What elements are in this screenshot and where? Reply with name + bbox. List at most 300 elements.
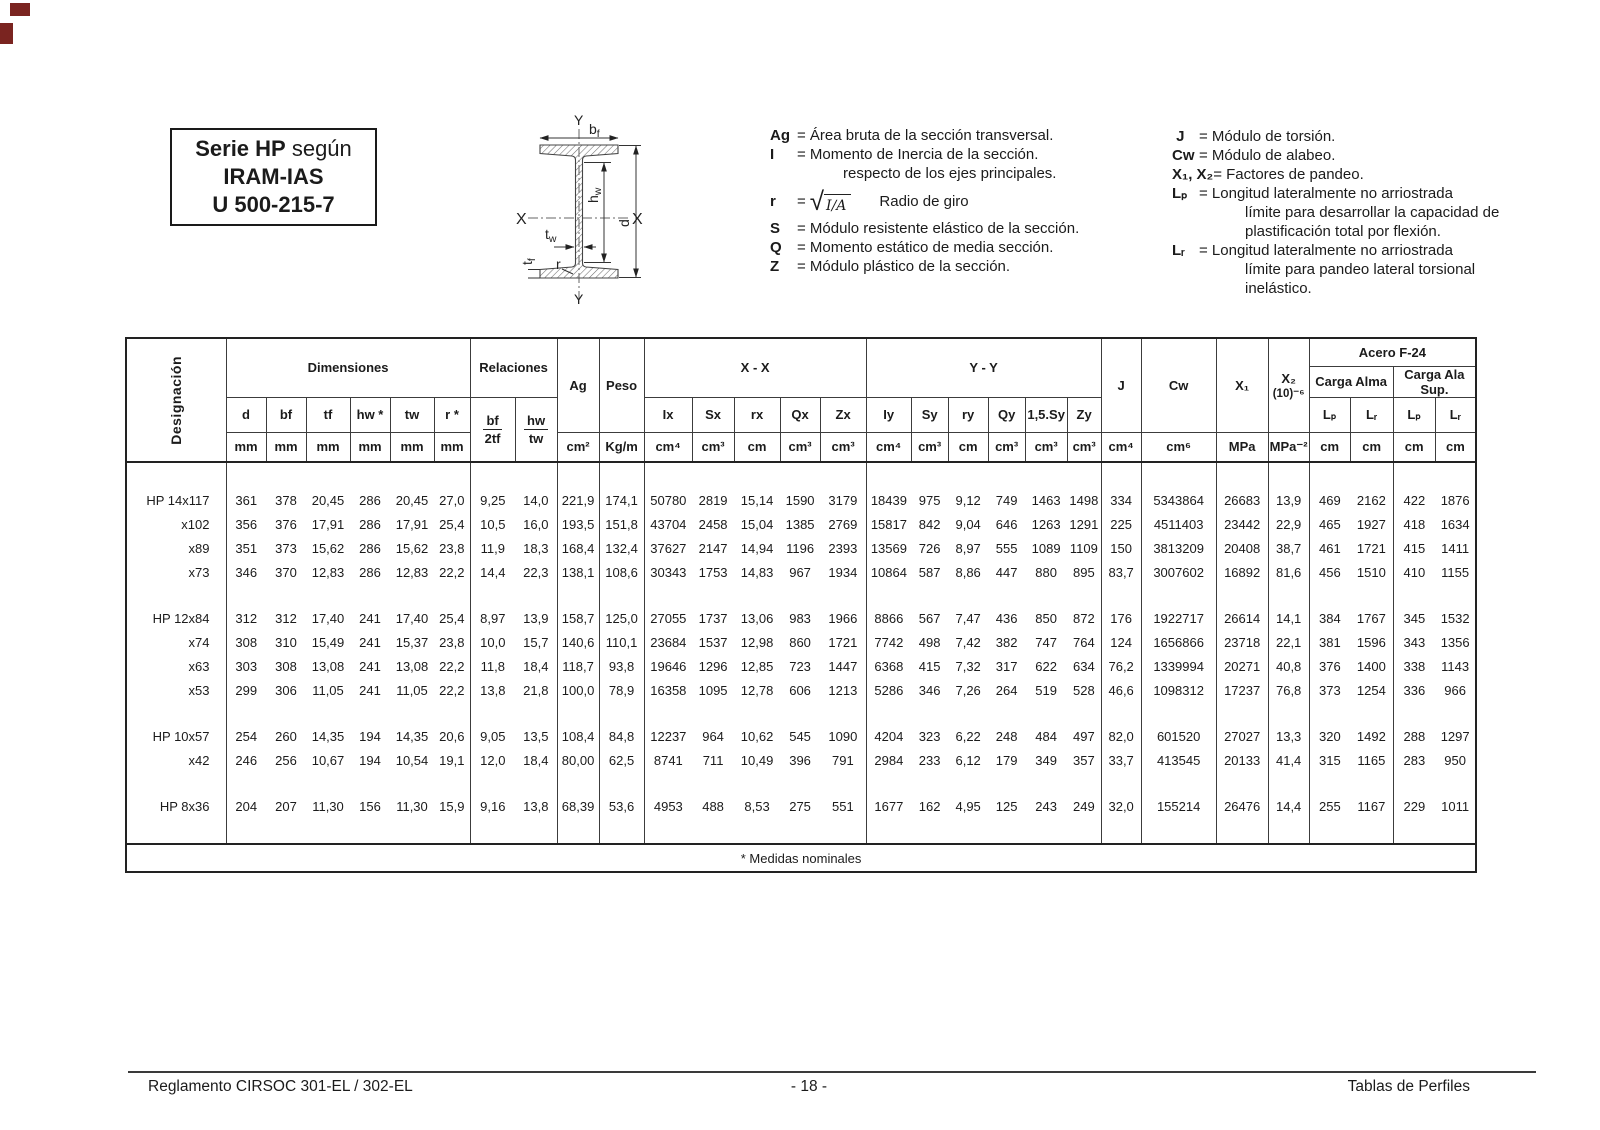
value-cell: 10,0 bbox=[480, 634, 506, 650]
spacer-row bbox=[126, 818, 1476, 844]
spacer-cell bbox=[266, 584, 306, 606]
unit-cell: cm bbox=[1435, 432, 1476, 462]
spacer-cell bbox=[1268, 702, 1309, 724]
spacer-cell bbox=[1101, 702, 1141, 724]
spacer-cell bbox=[306, 818, 350, 844]
peso-header: Peso bbox=[599, 338, 644, 432]
designacion-header bbox=[126, 338, 226, 462]
value-cell: 634 bbox=[1067, 654, 1101, 678]
spacer-cell bbox=[734, 818, 780, 844]
table-row bbox=[126, 560, 1476, 584]
value-cell: 12,78 bbox=[740, 682, 774, 698]
unit-cell: cm³ bbox=[911, 432, 948, 462]
value-cell: 286 bbox=[359, 516, 381, 532]
value-cell: 248 bbox=[995, 728, 1018, 744]
value-cell: 747 bbox=[1035, 634, 1057, 650]
value-cell: 22,2 bbox=[434, 678, 470, 702]
value-cell: 13,8 bbox=[480, 682, 506, 698]
x-axis-label-right: X bbox=[632, 211, 643, 228]
value-cell: 10,67 bbox=[311, 752, 345, 768]
value-cell: 967 bbox=[789, 564, 811, 580]
value-cell: 151,8 bbox=[599, 512, 644, 536]
value-cell: 1590 bbox=[785, 492, 815, 508]
value-cell: 13,06 bbox=[740, 610, 774, 626]
designation-cell: x89 bbox=[126, 536, 226, 560]
value-cell: 17,91 bbox=[311, 516, 345, 532]
table-row bbox=[126, 630, 1476, 654]
spacer-cell bbox=[866, 584, 911, 606]
value-cell: 15,14 bbox=[740, 492, 774, 508]
designation-cell: x73 bbox=[126, 560, 226, 584]
spacer-cell bbox=[1435, 584, 1476, 606]
beam-shape bbox=[540, 145, 618, 278]
spacer-cell bbox=[734, 702, 780, 724]
value-cell: 315 bbox=[1319, 752, 1341, 768]
spacer-cell bbox=[866, 772, 911, 794]
page-footer bbox=[128, 1071, 1536, 1096]
spacer-cell bbox=[948, 772, 988, 794]
value-cell: 241 bbox=[359, 682, 381, 698]
value-cell: 17,91 bbox=[395, 516, 429, 532]
value-cell: 1721 bbox=[1350, 536, 1393, 560]
spacer-cell bbox=[692, 772, 734, 794]
spacer-cell bbox=[350, 462, 390, 488]
header-row-units bbox=[126, 432, 1476, 462]
value-cell: 606 bbox=[789, 682, 811, 698]
value-cell: 749 bbox=[995, 492, 1018, 508]
value-cell: 551 bbox=[820, 794, 866, 818]
value-cell: 176 bbox=[1101, 606, 1141, 630]
value-cell: 1339994 bbox=[1141, 654, 1216, 678]
legend-text: Radio de giro bbox=[879, 192, 969, 210]
value-cell: 880 bbox=[1035, 564, 1057, 580]
spacer-cell bbox=[1268, 818, 1309, 844]
unit-cell: cm⁴ bbox=[644, 432, 692, 462]
spacer-cell bbox=[988, 818, 1025, 844]
spacer-cell bbox=[515, 584, 557, 606]
legend-row bbox=[1172, 279, 1592, 298]
value-cell: 872 bbox=[1067, 606, 1101, 630]
value-cell: 150 bbox=[1101, 536, 1141, 560]
spacer-cell bbox=[390, 462, 434, 488]
value-cell: 221,9 bbox=[557, 488, 599, 512]
value-cell: 12237 bbox=[650, 728, 687, 744]
yy-column-header: Zy bbox=[1067, 397, 1101, 432]
value-cell: 23442 bbox=[1216, 512, 1268, 536]
value-cell: 5343864 bbox=[1141, 488, 1216, 512]
value-cell: 8741 bbox=[653, 752, 683, 768]
value-cell: 1213 bbox=[820, 678, 866, 702]
spacer-cell bbox=[470, 462, 515, 488]
value-cell: 14,35 bbox=[395, 728, 429, 744]
value-cell: 12,0 bbox=[480, 752, 506, 768]
legend-text: = Área bruta de la sección transversal. bbox=[797, 127, 1054, 144]
spacer-cell bbox=[390, 702, 434, 724]
table-row bbox=[126, 748, 1476, 772]
spacer-cell bbox=[266, 818, 306, 844]
value-cell: 338 bbox=[1403, 658, 1426, 674]
value-cell: 317 bbox=[995, 658, 1018, 674]
spacer-cell bbox=[948, 584, 988, 606]
value-cell: 396 bbox=[789, 752, 811, 768]
value-cell: 1656866 bbox=[1141, 630, 1216, 654]
spacer-cell bbox=[911, 584, 948, 606]
spacer-cell bbox=[470, 772, 515, 794]
value-cell: 82,0 bbox=[1101, 724, 1141, 748]
value-cell: 1922717 bbox=[1141, 606, 1216, 630]
value-cell: 1934 bbox=[820, 560, 866, 584]
value-cell: 726 bbox=[918, 540, 941, 556]
value-cell: 308 bbox=[235, 634, 258, 650]
legend-text: límite para pandeo lateral torsional bbox=[1245, 261, 1476, 278]
value-cell: 376 bbox=[275, 516, 297, 532]
value-cell: 303 bbox=[235, 658, 258, 674]
spacer-cell bbox=[1393, 818, 1435, 844]
value-cell: 1721 bbox=[820, 630, 866, 654]
value-cell: 241 bbox=[359, 634, 381, 650]
spacer-cell bbox=[1350, 584, 1393, 606]
value-cell: 125 bbox=[995, 798, 1018, 814]
footnote-row bbox=[126, 844, 1476, 872]
spacer-cell bbox=[1101, 584, 1141, 606]
spacer-cell bbox=[434, 772, 470, 794]
value-cell: 2769 bbox=[820, 512, 866, 536]
legend-row bbox=[770, 257, 1170, 276]
spacer-cell bbox=[1025, 702, 1067, 724]
value-cell: 860 bbox=[789, 634, 811, 650]
spacer-cell bbox=[434, 462, 470, 488]
scan-artifact-mark bbox=[0, 23, 13, 44]
value-cell: 6368 bbox=[874, 658, 904, 674]
spacer-cell bbox=[988, 462, 1025, 488]
value-cell: 286 bbox=[359, 492, 381, 508]
value-cell: 7,26 bbox=[955, 682, 981, 698]
value-cell: 850 bbox=[1035, 610, 1057, 626]
value-cell: 76,2 bbox=[1101, 654, 1141, 678]
value-cell: 2458 bbox=[698, 516, 728, 532]
relaciones-group-header: Relaciones bbox=[470, 338, 557, 397]
value-cell: 241 bbox=[359, 658, 381, 674]
value-cell: 484 bbox=[1035, 728, 1057, 744]
spacer-cell bbox=[515, 772, 557, 794]
spacer-cell bbox=[126, 818, 226, 844]
spacer-cell bbox=[1393, 702, 1435, 724]
value-cell: 17,40 bbox=[311, 610, 345, 626]
spacer-cell bbox=[911, 702, 948, 724]
spacer-cell bbox=[1067, 772, 1101, 794]
value-cell: 249 bbox=[1067, 794, 1101, 818]
value-cell: 14,94 bbox=[740, 540, 774, 556]
value-cell: 16892 bbox=[1216, 560, 1268, 584]
value-cell: 17237 bbox=[1216, 678, 1268, 702]
hw-label: $h_w$ bbox=[585, 187, 604, 203]
spacer-cell bbox=[515, 462, 557, 488]
value-cell: 1165 bbox=[1350, 748, 1393, 772]
spacer-cell bbox=[306, 584, 350, 606]
value-cell: 11,30 bbox=[312, 798, 344, 814]
spacer-cell bbox=[350, 584, 390, 606]
spacer-cell bbox=[692, 702, 734, 724]
spacer-cell bbox=[1268, 584, 1309, 606]
dim-column-header: d bbox=[226, 397, 266, 432]
xx-column-header: Zx bbox=[820, 397, 866, 432]
spacer-cell bbox=[599, 584, 644, 606]
spacer-cell bbox=[599, 702, 644, 724]
value-cell: 320 bbox=[1319, 728, 1341, 744]
acero-column-header: Lᵣ bbox=[1350, 397, 1393, 432]
value-cell: 983 bbox=[789, 610, 811, 626]
value-cell: 23718 bbox=[1216, 630, 1268, 654]
spacer-cell bbox=[515, 702, 557, 724]
spacer-cell bbox=[390, 584, 434, 606]
spacer-cell bbox=[780, 772, 820, 794]
value-cell: 498 bbox=[918, 634, 941, 650]
value-cell: 357 bbox=[1067, 748, 1101, 772]
spacer-cell bbox=[1101, 772, 1141, 794]
unit-cell: cm bbox=[948, 432, 988, 462]
value-cell: 40,8 bbox=[1268, 654, 1309, 678]
legend-row bbox=[1172, 241, 1592, 260]
value-cell: 22,2 bbox=[434, 654, 470, 678]
unit-cell: cm bbox=[734, 432, 780, 462]
unit-cell: MPa bbox=[1216, 432, 1268, 462]
spacer-cell bbox=[820, 772, 866, 794]
spacer-cell bbox=[1268, 462, 1309, 488]
value-cell: 1155 bbox=[1441, 564, 1470, 580]
spacer-cell bbox=[1025, 818, 1067, 844]
value-cell: 1143 bbox=[1441, 658, 1470, 674]
value-cell: 194 bbox=[359, 728, 381, 744]
value-cell: 8866 bbox=[874, 610, 904, 626]
value-cell: 381 bbox=[1319, 634, 1341, 650]
value-cell: 37627 bbox=[650, 540, 687, 556]
legend-row bbox=[1172, 165, 1592, 184]
value-cell: 1492 bbox=[1350, 724, 1393, 748]
spacer-cell bbox=[557, 702, 599, 724]
value-cell: 791 bbox=[820, 748, 866, 772]
spacer-cell bbox=[1350, 772, 1393, 794]
value-cell: 78,9 bbox=[599, 678, 644, 702]
value-cell: 194 bbox=[359, 752, 381, 768]
value-cell: 16,0 bbox=[515, 512, 557, 536]
value-cell: 3179 bbox=[820, 488, 866, 512]
value-cell: 8,97 bbox=[480, 610, 506, 626]
acero-group-header: Acero F-24 bbox=[1309, 338, 1476, 366]
value-cell: 13,08 bbox=[311, 658, 345, 674]
value-cell: 447 bbox=[995, 564, 1018, 580]
value-cell: 12,83 bbox=[395, 564, 429, 580]
legend-row bbox=[1172, 222, 1592, 241]
spacer-cell bbox=[434, 584, 470, 606]
xx-column-header: rx bbox=[734, 397, 780, 432]
spacer-cell bbox=[266, 462, 306, 488]
spacer-cell bbox=[1067, 702, 1101, 724]
value-cell: 373 bbox=[275, 540, 297, 556]
value-cell: 132,4 bbox=[599, 536, 644, 560]
carga-ala-sup-header: Carga Ala Sup. bbox=[1393, 366, 1476, 397]
spacer-cell bbox=[1435, 462, 1476, 488]
spacer-cell bbox=[1309, 702, 1350, 724]
value-cell: 174,1 bbox=[599, 488, 644, 512]
bf-label: $b_f$ bbox=[589, 121, 600, 140]
unit-cell: mm bbox=[266, 432, 306, 462]
value-cell: 2147 bbox=[698, 540, 728, 556]
legend-text: respecto de los ejes principales. bbox=[843, 165, 1057, 182]
value-cell: 162 bbox=[918, 798, 941, 814]
unit-cell: cm⁶ bbox=[1141, 432, 1216, 462]
spacer-cell bbox=[948, 462, 988, 488]
value-cell: 1498 bbox=[1067, 488, 1101, 512]
value-cell: 4511403 bbox=[1141, 512, 1216, 536]
designation-cell: x63 bbox=[126, 654, 226, 678]
value-cell: 83,7 bbox=[1101, 560, 1141, 584]
value-cell: 2393 bbox=[820, 536, 866, 560]
value-cell: 1532 bbox=[1440, 610, 1470, 626]
value-cell: 10,62 bbox=[740, 728, 774, 744]
value-cell: 1447 bbox=[820, 654, 866, 678]
value-cell: 118,7 bbox=[557, 654, 599, 678]
value-cell: 646 bbox=[995, 516, 1018, 532]
designacion-rotated-label: Designación bbox=[168, 355, 185, 445]
value-cell: 22,3 bbox=[515, 560, 557, 584]
value-cell: 25,4 bbox=[434, 606, 470, 630]
spacer-cell bbox=[1141, 462, 1216, 488]
unit-cell: cm bbox=[1393, 432, 1435, 462]
spacer-cell bbox=[1025, 772, 1067, 794]
spacer-cell bbox=[350, 702, 390, 724]
value-cell: 950 bbox=[1444, 752, 1466, 768]
legend-row bbox=[1172, 260, 1592, 279]
value-cell: 2162 bbox=[1350, 488, 1393, 512]
unit-cell: mm bbox=[434, 432, 470, 462]
value-cell: 13,8 bbox=[515, 794, 557, 818]
spacer-cell bbox=[1393, 772, 1435, 794]
r-label: r bbox=[556, 256, 561, 272]
value-cell: 158,7 bbox=[557, 606, 599, 630]
value-cell: 9,25 bbox=[480, 492, 506, 508]
value-cell: 312 bbox=[235, 610, 258, 626]
yy-column-header: Iy bbox=[866, 397, 911, 432]
yy-column-header: ry bbox=[948, 397, 988, 432]
value-cell: 587 bbox=[918, 564, 941, 580]
footer-section: Tablas de Perfiles bbox=[1347, 1078, 1470, 1095]
value-cell: 53,6 bbox=[599, 794, 644, 818]
spacer-cell bbox=[780, 818, 820, 844]
value-cell: 975 bbox=[918, 492, 941, 508]
spacer-cell bbox=[1309, 462, 1350, 488]
scan-artifact-mark bbox=[10, 3, 30, 16]
value-cell: 299 bbox=[235, 682, 258, 698]
spacer-cell bbox=[1067, 818, 1101, 844]
value-cell: 8,97 bbox=[955, 540, 981, 556]
table-row bbox=[126, 512, 1476, 536]
value-cell: 1090 bbox=[820, 724, 866, 748]
designation-cell: x74 bbox=[126, 630, 226, 654]
legend-row bbox=[1172, 203, 1592, 222]
spacer-cell bbox=[350, 772, 390, 794]
spacer-cell bbox=[644, 584, 692, 606]
x1-header: X₁ bbox=[1216, 338, 1268, 432]
spacer-cell bbox=[126, 702, 226, 724]
legend-text: inelástico. bbox=[1245, 280, 1312, 297]
value-cell: 15,7 bbox=[515, 630, 557, 654]
value-cell: 22,1 bbox=[1268, 630, 1309, 654]
legend-text: = Momento de Inercia de la sección. bbox=[797, 146, 1039, 163]
value-cell: 376 bbox=[1319, 658, 1341, 674]
spacer-cell bbox=[734, 772, 780, 794]
value-cell: 2984 bbox=[874, 752, 904, 768]
xx-column-header: Ix bbox=[644, 397, 692, 432]
spacer-cell bbox=[1350, 702, 1393, 724]
value-cell: 23684 bbox=[650, 634, 687, 650]
value-cell: 14,1 bbox=[1268, 606, 1309, 630]
legend-text: = Factores de pandeo. bbox=[1213, 166, 1364, 183]
value-cell: 4204 bbox=[874, 728, 904, 744]
value-cell: 46,6 bbox=[1101, 678, 1141, 702]
value-cell: 345 bbox=[1403, 610, 1426, 626]
unit-cell: mm bbox=[390, 432, 434, 462]
value-cell: 225 bbox=[1101, 512, 1141, 536]
spacer-cell bbox=[1309, 818, 1350, 844]
value-cell: 43704 bbox=[650, 516, 687, 532]
series-title-box bbox=[170, 128, 377, 226]
spacer-cell bbox=[1216, 772, 1268, 794]
value-cell: 1291 bbox=[1067, 512, 1101, 536]
spacer-cell bbox=[644, 702, 692, 724]
value-cell: 422 bbox=[1403, 492, 1426, 508]
value-cell: 156 bbox=[359, 798, 381, 814]
spacer-cell bbox=[1216, 584, 1268, 606]
value-cell: 334 bbox=[1101, 488, 1141, 512]
table-row bbox=[126, 536, 1476, 560]
designation-cell: HP 14x117 bbox=[126, 488, 226, 512]
value-cell: 14,0 bbox=[515, 488, 557, 512]
legend-text: = Longitud lateralmente no arriostrada bbox=[1199, 242, 1453, 259]
value-cell: 11,9 bbox=[480, 540, 505, 556]
value-cell: 1400 bbox=[1350, 654, 1393, 678]
spacer-cell bbox=[306, 772, 350, 794]
value-cell: 15817 bbox=[870, 516, 907, 532]
value-cell: 3813209 bbox=[1141, 536, 1216, 560]
spacer-cell bbox=[866, 702, 911, 724]
legend-text: plastificación total por flexión. bbox=[1245, 223, 1441, 240]
spacer-cell bbox=[988, 772, 1025, 794]
spacer-cell bbox=[1141, 702, 1216, 724]
legend-row bbox=[1172, 127, 1592, 146]
value-cell: 1263 bbox=[1031, 516, 1061, 532]
tf-label: $t_f$ bbox=[519, 258, 538, 265]
value-cell: 14,4 bbox=[1268, 794, 1309, 818]
value-cell: 9,12 bbox=[955, 492, 981, 508]
legend-text: = Módulo plástico de la sección. bbox=[797, 258, 1011, 275]
value-cell: 1196 bbox=[786, 540, 815, 556]
value-cell: 286 bbox=[359, 540, 381, 556]
spacer-cell bbox=[866, 462, 911, 488]
value-cell: 7,32 bbox=[955, 658, 981, 674]
acero-column-header: Lₚ bbox=[1393, 397, 1435, 432]
yy-column-header: 1,5.Sy bbox=[1025, 397, 1067, 432]
radius-of-gyration-formula: √ I∕A bbox=[810, 186, 852, 216]
spacer-cell bbox=[948, 818, 988, 844]
unit-cell: MPa⁻² bbox=[1268, 432, 1309, 462]
unit-cell: mm bbox=[350, 432, 390, 462]
value-cell: 81,6 bbox=[1268, 560, 1309, 584]
legend-equals: = bbox=[797, 192, 806, 210]
value-cell: 323 bbox=[918, 728, 941, 744]
value-cell: 601520 bbox=[1141, 724, 1216, 748]
table-row bbox=[126, 794, 1476, 818]
table-footnote: * Medidas nominales bbox=[126, 844, 1476, 872]
